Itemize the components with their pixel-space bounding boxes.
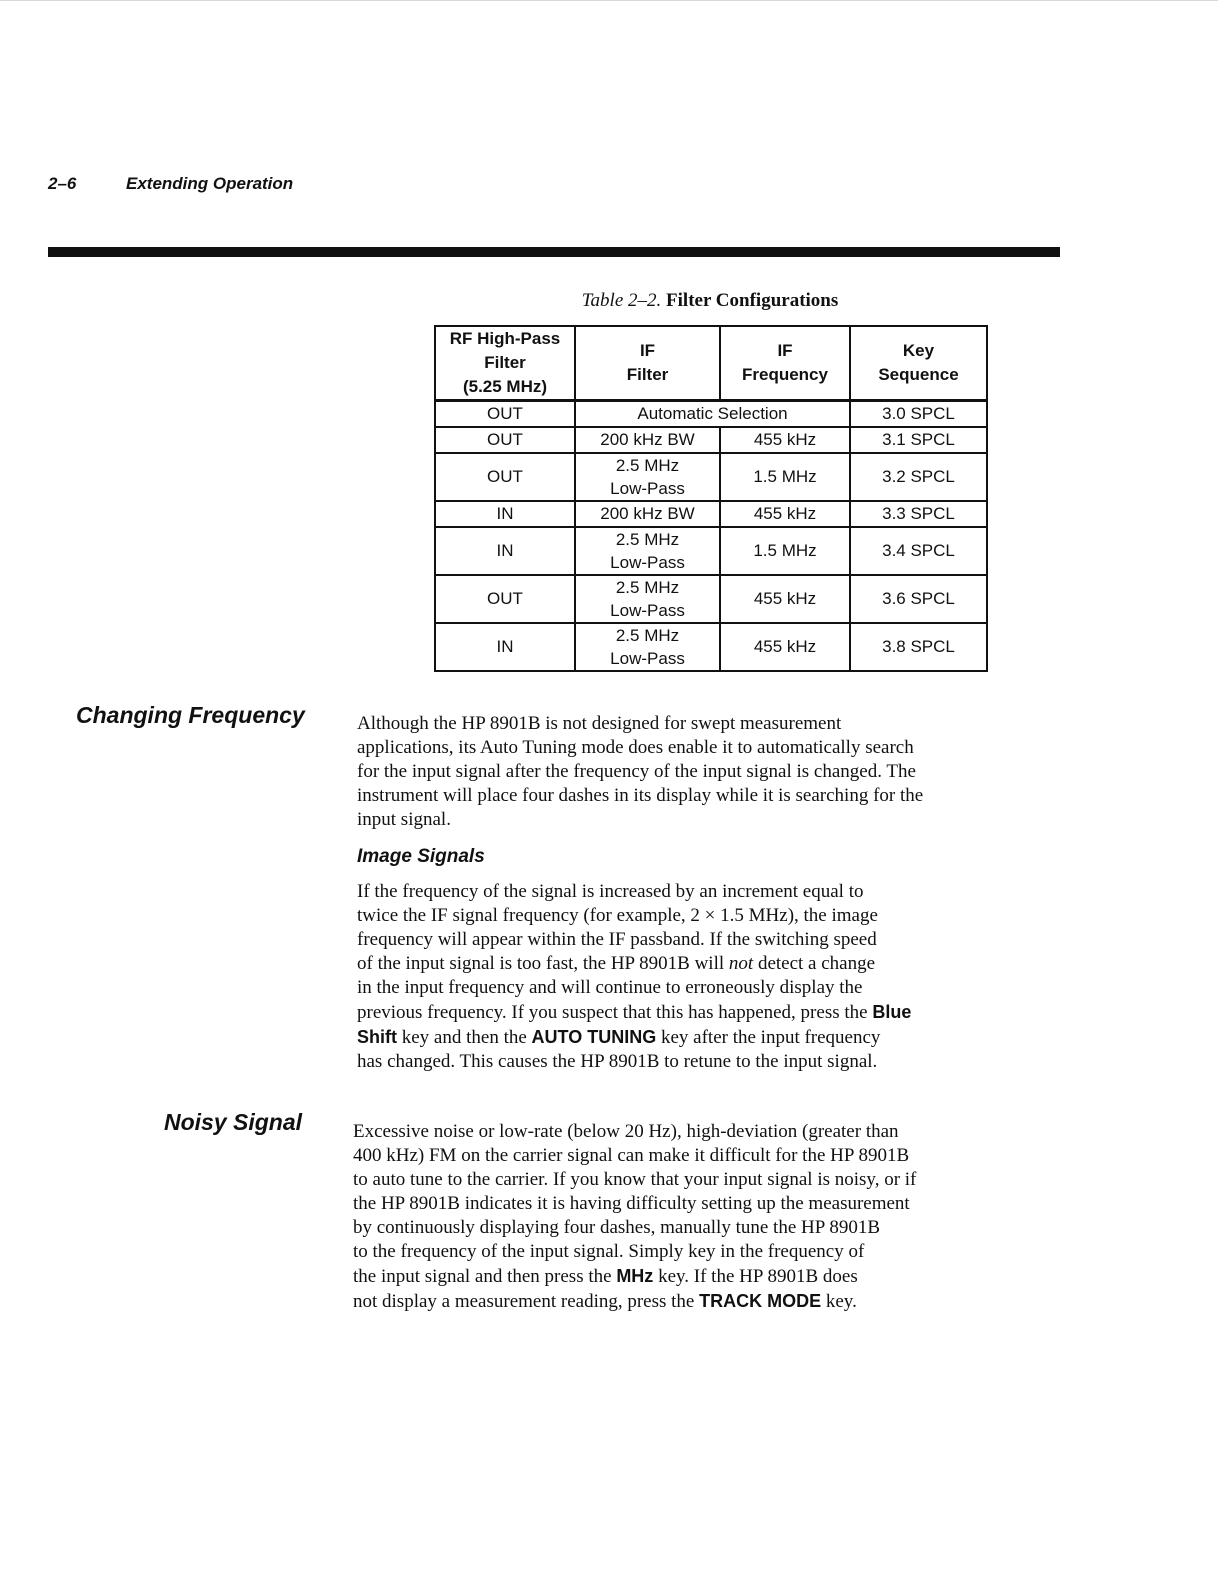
text-line: input signal. <box>357 809 451 830</box>
text-line <box>357 1025 911 1050</box>
text-line: If the frequency of the signal is increased by an increment equal to <box>357 881 864 902</box>
cell-rf-filter: IN <box>435 623 575 671</box>
cell-text-line: Low-Pass <box>610 553 685 572</box>
running-header <box>48 174 293 194</box>
emphasis-not: not <box>728 953 754 974</box>
section-title: Extending Operation <box>126 174 294 193</box>
cell-if-frequency: 1.5 MHz <box>720 453 850 501</box>
cell-rf-filter: OUT <box>435 575 575 623</box>
header-text-line: Sequence <box>878 365 959 384</box>
page-number: 2–6 <box>48 174 77 193</box>
cell-rf-filter: OUT <box>435 401 575 428</box>
table-row <box>435 575 987 623</box>
cell-text-line: Low-Pass <box>610 479 685 498</box>
cell-if-filter <box>575 623 720 671</box>
cell-text-line: Low-Pass <box>610 649 685 668</box>
cell-if-frequency: 455 kHz <box>720 623 850 671</box>
noisy-signal-heading: Noisy Signal <box>164 1109 303 1135</box>
cell-text-line: 2.5 MHz <box>615 578 680 597</box>
text-run: detect a change <box>753 953 876 974</box>
text-line: in the input frequency and will continue to erroneously display the <box>357 977 863 998</box>
image-signals-heading: Image Signals <box>357 846 485 867</box>
header-text-line: Frequency <box>742 365 828 384</box>
text-run: not display a measurement reading, press the <box>353 1291 700 1312</box>
page-top-edge <box>0 0 1218 1</box>
table-caption-label: Table 2–2. <box>581 290 662 311</box>
text-line <box>357 1000 911 1025</box>
table-row <box>435 623 987 671</box>
header-text-line: IF <box>777 341 793 360</box>
table-row <box>435 453 987 501</box>
header-text-line: (5.25 MHz) <box>462 377 548 396</box>
text-line: to auto tune to the carrier. If you know that your input signal is noisy, or if <box>353 1169 917 1190</box>
cell-text-line: 2.5 MHz <box>615 530 680 549</box>
cell-text-line: 2.5 MHz <box>615 456 680 475</box>
cell-key-sequence: 3.6 SPCL <box>850 575 987 623</box>
header-if-filter <box>575 326 720 401</box>
cell-if-filter <box>575 453 720 501</box>
text-line <box>353 1264 916 1289</box>
mhz-key-label: MHz <box>616 1266 654 1286</box>
image-signals-paragraph <box>357 880 911 1074</box>
shift-key-label: Shift <box>357 1027 397 1047</box>
cell-if-filter: 200 kHz BW <box>575 427 720 453</box>
table-caption <box>434 290 986 312</box>
changing-frequency-heading: Changing Frequency <box>76 702 305 728</box>
cell-key-sequence: 3.4 SPCL <box>850 527 987 575</box>
text-line: to the frequency of the input signal. Simply key in the frequency of <box>353 1241 865 1262</box>
text-line: for the input signal after the frequency of the input signal is changed. The <box>357 761 916 782</box>
table-header-row <box>435 326 987 401</box>
track-mode-key-label: TRACK MODE <box>699 1291 822 1311</box>
text-line: the HP 8901B indicates it is having difficulty setting up the measurement <box>353 1193 910 1214</box>
header-rule <box>48 247 1060 257</box>
table-row <box>435 501 987 527</box>
table-row <box>435 401 987 428</box>
blue-key-label: Blue <box>872 1002 912 1022</box>
filter-configurations-table <box>434 325 988 672</box>
cell-rf-filter: IN <box>435 527 575 575</box>
cell-if-filter <box>575 527 720 575</box>
text-line: instrument will place four dashes in its display while it is searching for the <box>357 785 924 806</box>
text-run: of the input signal is too fast, the HP 8901B will <box>357 953 729 974</box>
text-line: twice the IF signal frequency (for example, 2 × 1.5 MHz), the image <box>357 905 878 926</box>
header-text-line: IF <box>639 341 656 360</box>
cell-if-filter: 200 kHz BW <box>575 501 720 527</box>
header-rf-highpass-filter <box>435 326 575 401</box>
text-run: the input signal and then press the <box>353 1266 617 1287</box>
text-line: applications, its Auto Tuning mode does enable it to automatically search <box>357 737 914 758</box>
text-run: key. <box>821 1291 857 1312</box>
cell-if-filter <box>575 575 720 623</box>
cell-rf-filter: OUT <box>435 453 575 501</box>
text-line <box>353 1289 916 1314</box>
table-row <box>435 427 987 453</box>
text-line: 400 kHz) FM on the carrier signal can make it difficult for the HP 8901B <box>353 1145 910 1166</box>
cell-key-sequence: 3.3 SPCL <box>850 501 987 527</box>
text-line: Although the HP 8901B is not designed for swept measurement <box>357 713 842 734</box>
header-text-line: RF High-Pass <box>449 329 561 348</box>
cell-rf-filter: OUT <box>435 427 575 453</box>
cell-if-frequency: 1.5 MHz <box>720 527 850 575</box>
text-line: has changed. This causes the HP 8901B to retune to the input signal. <box>357 1051 878 1072</box>
cell-key-sequence: 3.0 SPCL <box>850 401 987 428</box>
noisy-signal-paragraph <box>353 1120 916 1314</box>
text-run: key after the input frequency <box>656 1027 881 1048</box>
changing-frequency-paragraph <box>357 712 923 832</box>
text-line: Excessive noise or low-rate (below 20 Hz), high-deviation (greater than <box>353 1121 899 1142</box>
cell-if-frequency: 455 kHz <box>720 501 850 527</box>
cell-if-frequency: 455 kHz <box>720 575 850 623</box>
header-text-line: Filter <box>626 365 669 384</box>
text-run: key and then the <box>397 1027 532 1048</box>
cell-key-sequence: 3.8 SPCL <box>850 623 987 671</box>
text-line: frequency will appear within the IF passband. If the switching speed <box>357 929 877 950</box>
cell-text-line: 2.5 MHz <box>615 626 680 645</box>
table-caption-title: Filter Configurations <box>666 290 839 311</box>
text-run: key. If the HP 8901B does <box>653 1266 858 1287</box>
cell-rf-filter: IN <box>435 501 575 527</box>
header-if-frequency <box>720 326 850 401</box>
table-row <box>435 527 987 575</box>
cell-key-sequence: 3.1 SPCL <box>850 427 987 453</box>
header-key-sequence <box>850 326 987 401</box>
text-line <box>357 952 911 976</box>
cell-text-line: Low-Pass <box>610 601 685 620</box>
auto-tuning-key-label: AUTO TUNING <box>531 1027 657 1047</box>
header-text-line: Filter <box>484 353 526 372</box>
cell-key-sequence: 3.2 SPCL <box>850 453 987 501</box>
header-text-line: Key <box>902 341 935 360</box>
cell-if-frequency: 455 kHz <box>720 427 850 453</box>
cell-automatic-selection: Automatic Selection <box>575 401 850 428</box>
text-line: by continuously displaying four dashes, manually tune the HP 8901B <box>353 1217 881 1238</box>
text-run: previous frequency. If you suspect that this has happened, press the <box>357 1002 873 1023</box>
